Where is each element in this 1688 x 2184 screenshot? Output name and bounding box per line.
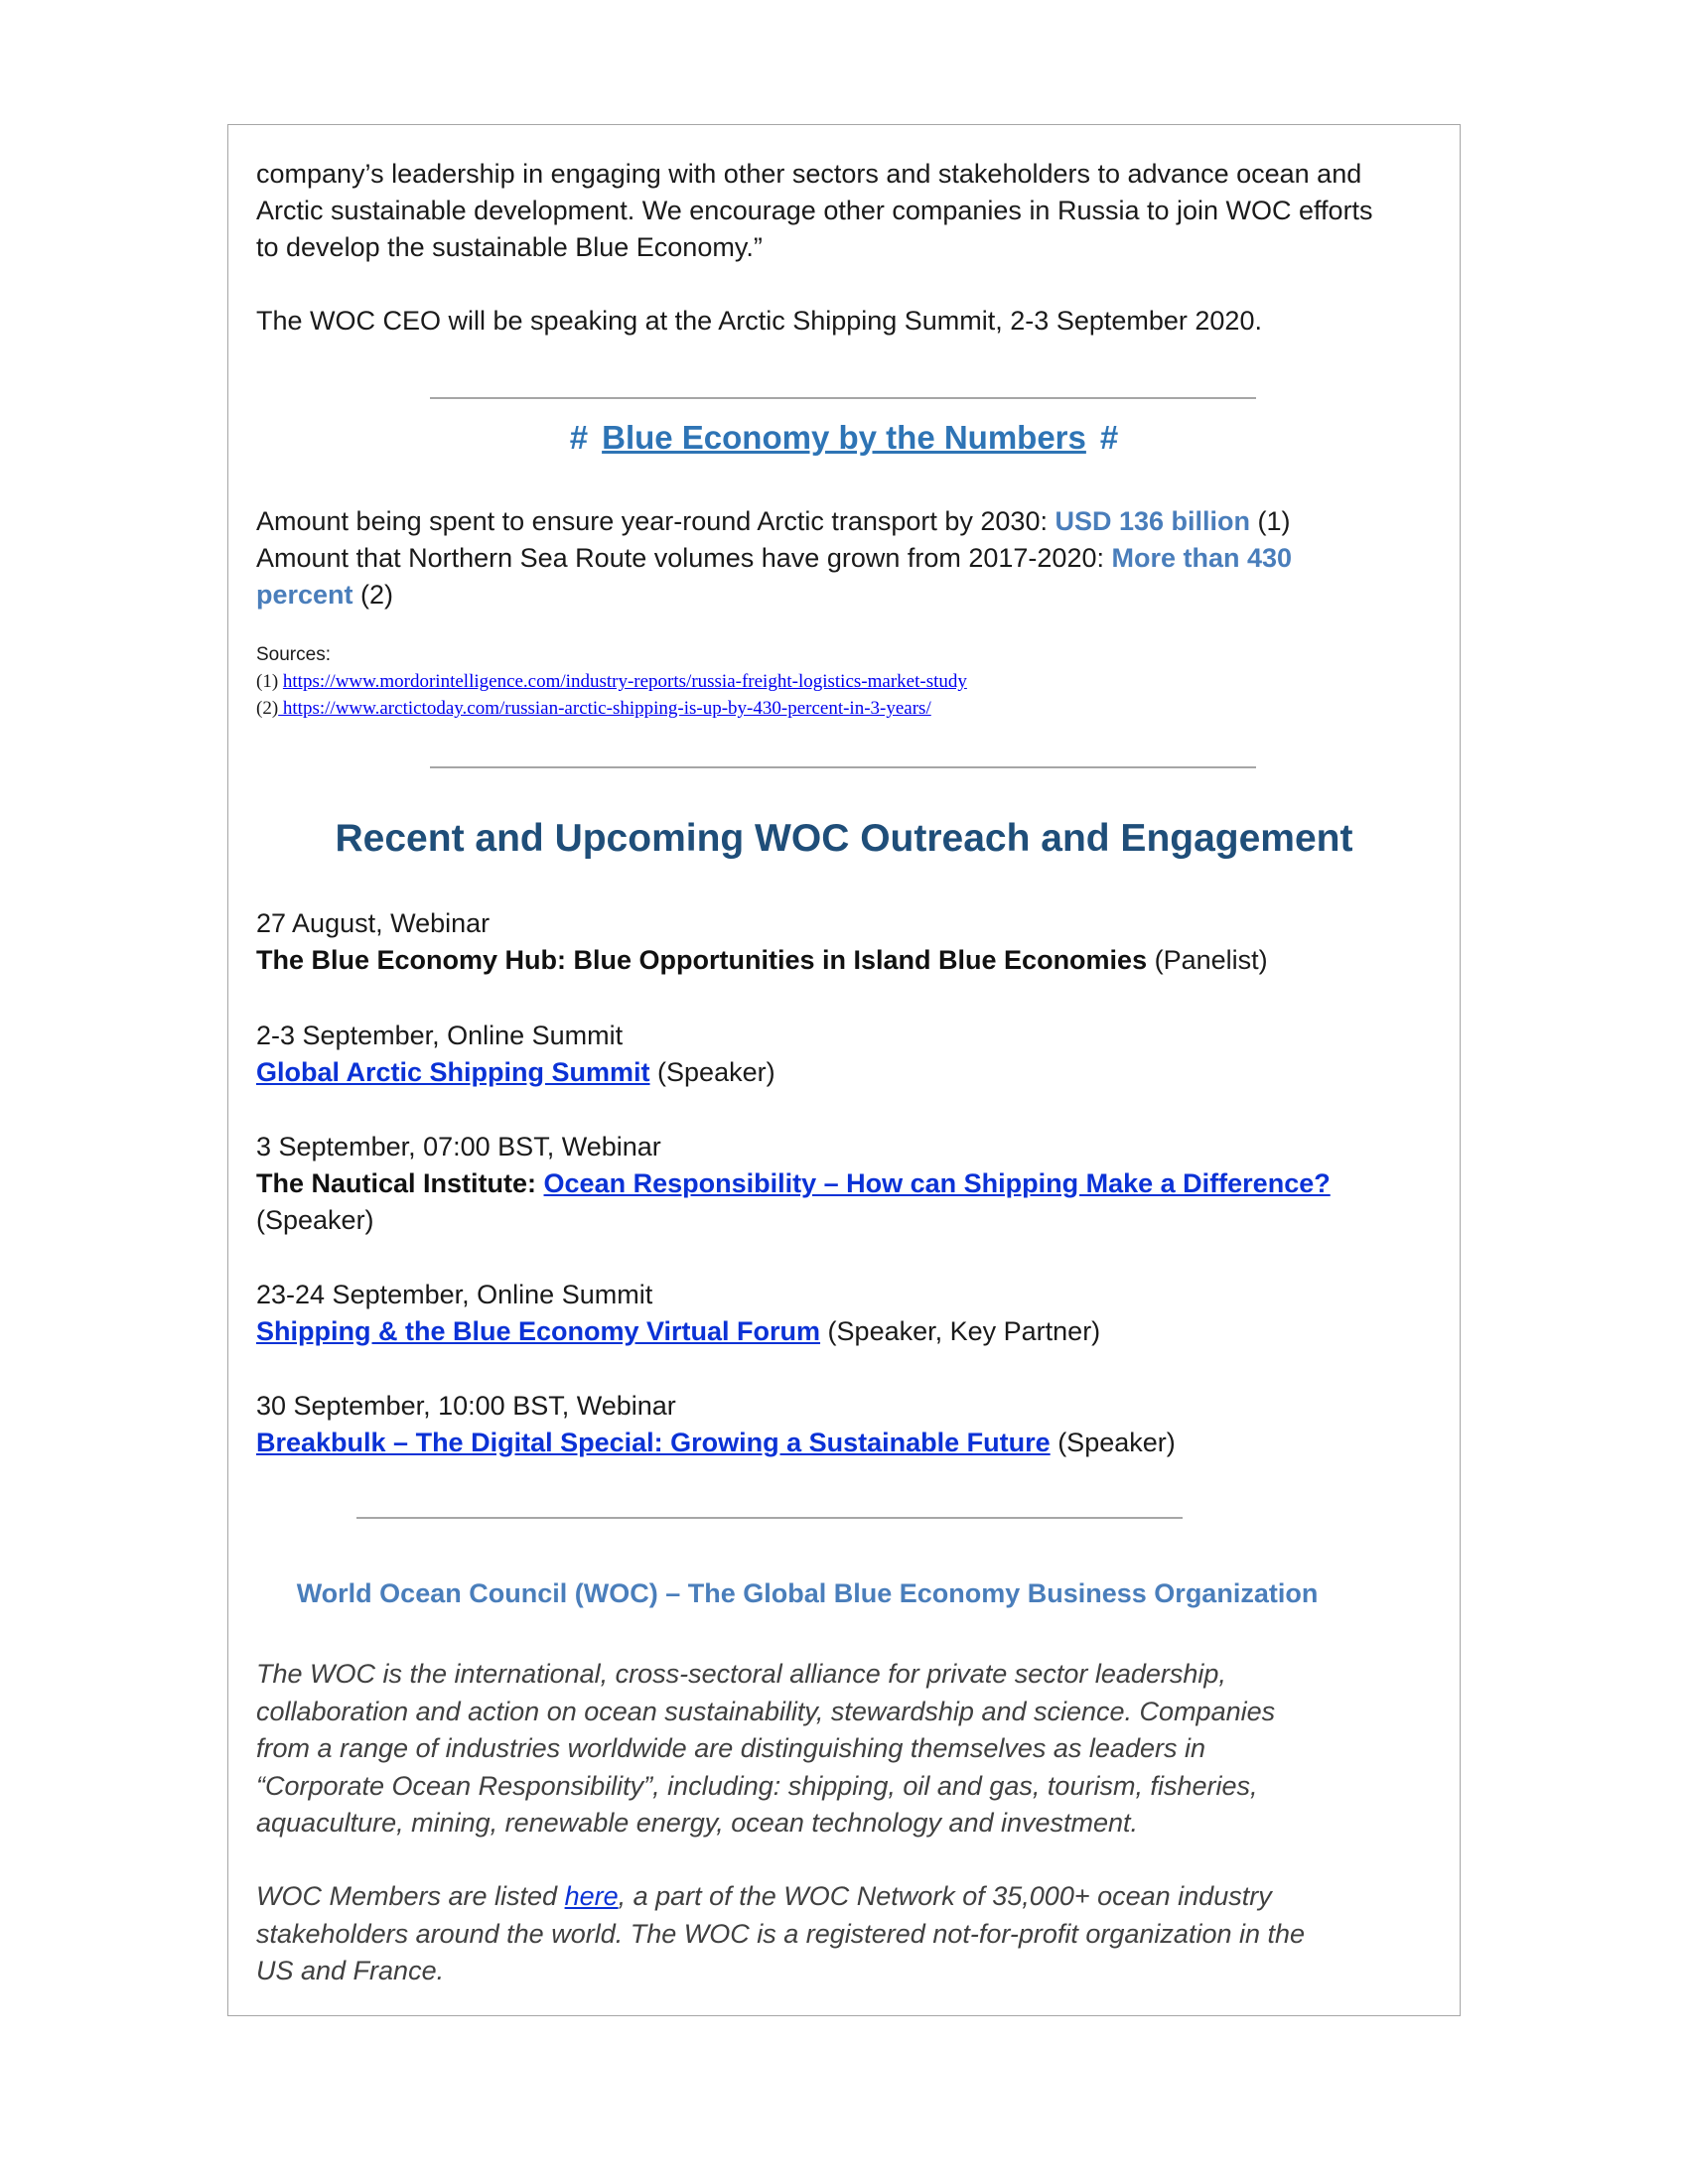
event-organizer: The Nautical Institute: [256,1168,544,1198]
stat-value: percent [256,580,353,610]
members-line: stakeholders around the world. The WOC is a registered not-for-profit organization in the [256,1918,1306,1949]
intro-line: Arctic sustainable development. We encourage other companies in Russia to join WOC efforts [256,196,1373,225]
ceo-speaking-note: The WOC CEO will be speaking at the Arctic Shipping Summit, 2-3 September 2020. [256,306,1262,336]
members-line: US and France. [256,1956,445,1985]
event-item [256,905,1448,979]
event-item [256,1129,1448,1239]
source-link[interactable]: https://www.mordorintelligence.com/industry-reports/russia-freight-logistics-market-study [282,671,967,692]
event-date: 23-24 September, Online Summit [256,1280,653,1309]
stat-ref: (2) [352,580,394,610]
event-link[interactable]: Global Arctic Shipping Summit [256,1057,650,1087]
section-divider [430,397,1256,399]
woc-members-note [256,1878,1448,1990]
stat-line [256,503,1448,540]
hash-mark: # [1099,419,1119,456]
woc-about-title: World Ocean Council (WOC) – The Global Blue Economy Business Organization [296,1578,1319,1608]
hash-mark: # [569,419,589,456]
event-role: (Speaker) [649,1057,775,1087]
source-item [256,695,1448,722]
description-line: from a range of industries worldwide are distinguishing themselves as leaders in [256,1733,1205,1763]
event-title-line [256,1165,1448,1202]
event-role: (Panelist) [1147,945,1268,975]
woc-description [256,1656,1448,1843]
description-line: aquaculture, mining, renewable energy, ocean technology and investment. [256,1808,1139,1838]
description-line: The WOC is the international, cross-sectoral alliance for private sector leadership, [256,1659,1226,1689]
event-item [256,1388,1448,1461]
section-divider [430,766,1256,768]
numbers-stats [256,503,1448,614]
event-item [256,1277,1448,1350]
stat-line [256,577,1448,614]
event-link[interactable]: Shipping & the Blue Economy Virtual Forum [256,1316,821,1346]
stat-line [256,540,1448,577]
source-number: (2) [256,698,279,719]
source-item [256,668,1448,695]
members-line [256,1878,1448,1916]
stat-value: USD 136 billion [1055,506,1251,536]
description-line: “Corporate Ocean Responsibility”, including: shipping, oil and gas, tourism, fisheries, [256,1770,1258,1801]
event-item [256,1018,1448,1091]
intro-line: to develop the sustainable Blue Economy.” [256,232,763,262]
stat-ref: (1) [1250,506,1291,536]
event-link[interactable]: Breakbulk – The Digital Special: Growing a Sustainable Future [256,1428,1051,1457]
description-line: collaboration and action on ocean sustainability, stewardship and science. Companies [256,1696,1276,1726]
stat-label: Amount being spent to ensure year-round Arctic transport by 2030: [256,506,1055,536]
event-date: 2-3 September, Online Summit [256,1021,624,1050]
members-text: , a part of the WOC Network of 35,000+ ocean industry [618,1881,1272,1911]
stat-label: Amount that Northern Sea Route volumes have grown from 2017-2020: [256,543,1112,573]
event-name: The Blue Economy Hub: Blue Opportunities in Island Blue Economies [256,945,1148,975]
source-number: (1) [256,671,283,692]
event-date: 27 August, Webinar [256,908,491,938]
event-role: (Speaker, Key Partner) [820,1316,1101,1346]
members-text: WOC Members are listed [256,1881,565,1911]
event-title-line [256,1425,1448,1461]
event-title-line [256,942,1448,979]
event-title-line [256,1313,1448,1350]
event-role: (Speaker) [256,1205,374,1235]
members-here-link[interactable]: here [564,1881,619,1911]
event-role: (Speaker) [1050,1428,1176,1457]
source-link[interactable]: https://www.arctictoday.com/russian-arctic-shipping-is-up-by-430-percent-in-3-years/ [278,698,931,719]
sources-block [256,641,1448,722]
section-divider [356,1517,1183,1519]
sources-label: Sources: [256,644,331,665]
outreach-title: Recent and Upcoming WOC Outreach and Engagement [335,817,1353,860]
stat-value: More than 430 [1111,543,1293,573]
event-link[interactable]: Ocean Responsibility – How can Shipping Make a Difference? [543,1168,1331,1198]
event-date: 30 September, 10:00 BST, Webinar [256,1391,676,1421]
intro-paragraph [256,156,1448,266]
numbers-title-link[interactable]: Blue Economy by the Numbers [602,419,1086,456]
numbers-heading [256,419,1432,457]
event-date: 3 September, 07:00 BST, Webinar [256,1132,661,1161]
intro-line: company’s leadership in engaging with other sectors and stakeholders to advance ocean and [256,159,1362,189]
event-title-line [256,1054,1448,1091]
